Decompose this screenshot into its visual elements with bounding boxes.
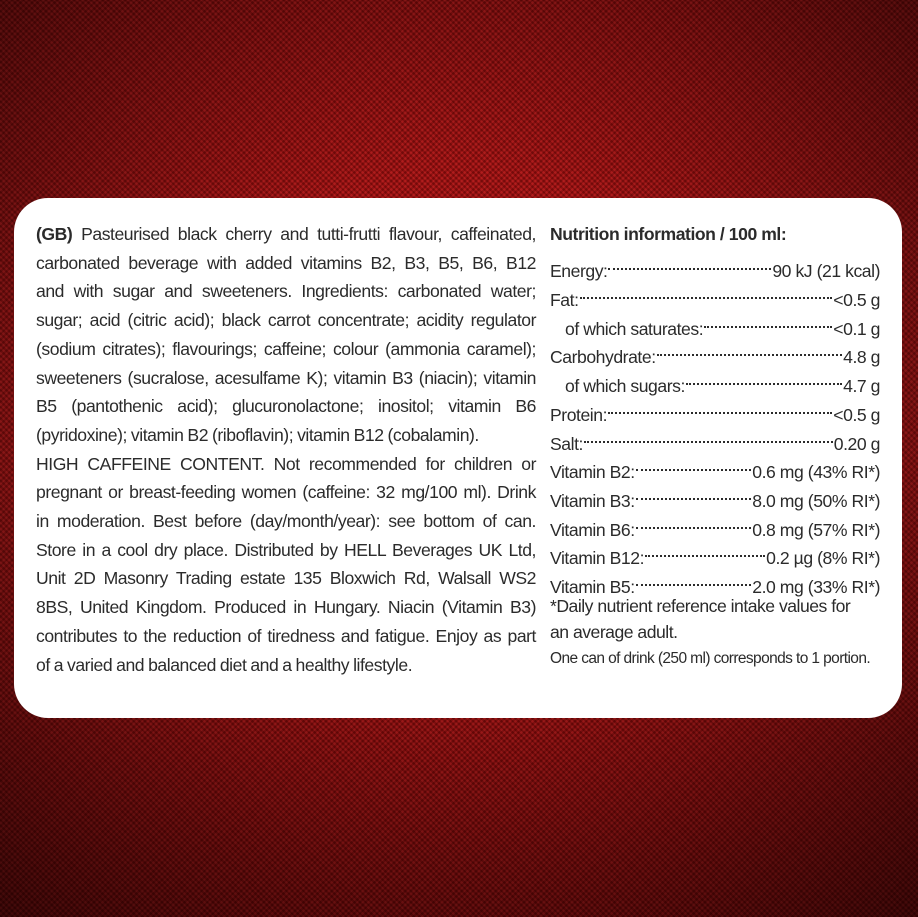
nutrition-row-vitamin-b2 <box>550 450 880 483</box>
nutrition-value: 0.20 g <box>833 433 880 454</box>
footnote-line: an average adult. <box>550 621 678 642</box>
ingredients-line-text: Pasteurised black cherry and tutti-frutti flavour, caffeinated, <box>72 224 536 244</box>
ingredients-line: pregnant or breast-feeding women (caffeine: 32 mg/100 ml). Drink <box>36 482 536 503</box>
dot-leader <box>608 249 771 278</box>
nutrition-value: 8.0 mg (50% RI*) <box>752 490 880 511</box>
ingredients-line: carbonated beverage with added vitamins B2, B3, B5, B6, B12 <box>36 252 536 273</box>
nutrition-label: of which sugars: <box>565 376 685 397</box>
nutrition-value: 0.6 mg (43% RI*) <box>752 462 880 483</box>
nutrition-label: Vitamin B3: <box>550 490 635 511</box>
nutrition-row-energy <box>550 249 880 282</box>
footnote-line: *Daily nutrient reference intake values for <box>550 595 851 616</box>
nutrition-label: Vitamin B6: <box>550 519 635 540</box>
ingredients-line: Store in a cool dry place. Distributed by HELL Beverages UK Ltd, <box>36 539 536 560</box>
nutrition-value: 90 kJ (21 kcal) <box>772 261 880 282</box>
ingredients-line: HIGH CAFFEINE CONTENT. Not recommended for children or <box>36 453 536 474</box>
dot-leader <box>580 277 833 306</box>
dot-leader <box>636 564 752 593</box>
nutrition-value: 4.8 g <box>843 347 880 368</box>
ingredients-line: (pyridoxine); vitamin B2 (riboflavin); vitamin B12 (cobalamin). <box>36 424 479 445</box>
nutrition-label: of which saturates: <box>565 318 704 339</box>
nutrition-value: <0.5 g <box>833 404 880 425</box>
ingredients-line: contributes to the reduction of tiredness and fatigue. Enjoy as part <box>36 625 536 646</box>
nutrition-label: Vitamin B5: <box>550 576 635 597</box>
country-code: (GB) <box>36 224 73 244</box>
dot-leader <box>608 392 832 421</box>
nutrition-row-salt <box>550 421 880 454</box>
nutrition-value: <0.1 g <box>833 318 880 339</box>
ingredients-line: sweeteners (sucralose, acesulfame K); vitamin B3 (niacin); vitamin <box>36 367 536 388</box>
nutrition-row-fat <box>550 277 880 311</box>
nutrition-value: 2.0 mg (33% RI*) <box>752 576 880 597</box>
nutrition-value: 0.2 µg (8% RI*) <box>766 548 880 569</box>
dot-leader <box>657 335 842 364</box>
nutrition-label: Protein: <box>550 404 608 425</box>
nutrition-value: 0.8 mg (57% RI*) <box>752 519 880 540</box>
ingredients-line: 8BS, United Kingdom. Produced in Hungary. Niacin (Vitamin B3) <box>36 597 536 618</box>
dot-leader <box>704 306 832 335</box>
nutrition-title: Nutrition information / 100 ml: <box>550 224 787 244</box>
ingredients-line: (sodium citrates); flavourings; caffeine; colour (ammonia caramel); <box>36 338 536 359</box>
nutrition-label: Vitamin B12: <box>550 548 645 569</box>
ingredients-line: in moderation. Best before (day/month/year): see bottom of can. <box>36 511 536 532</box>
nutrition-label: Energy: <box>550 261 608 282</box>
portion-note: One can of drink (250 ml) corresponds to 1 portion. <box>550 649 871 667</box>
nutrition-label: Carbohydrate: <box>550 347 656 368</box>
nutrition-label: Fat: <box>550 290 579 311</box>
ingredients-line: Unit 2D Masonry Trading estate 135 Bloxwich Rd, Walsall WS2 <box>36 568 536 589</box>
dot-leader <box>636 507 752 536</box>
nutrition-label: Salt: <box>550 433 583 454</box>
dot-leader <box>636 450 752 479</box>
nutrition-value: <0.5 g <box>833 290 880 311</box>
dot-leader <box>636 478 752 507</box>
dot-leader <box>645 536 765 565</box>
ingredients-text <box>36 220 536 679</box>
nutrition-value: 4.7 g <box>843 376 880 397</box>
ingredients-line: B5 (pantothenic acid); glucuronolactone; inositol; vitamin B6 <box>36 396 536 417</box>
label-panel <box>14 198 902 718</box>
ingredients-line: sugar; acid (citric acid); black carrot concentrate; acidity regulator <box>36 310 536 331</box>
ingredients-line: of a varied and balanced diet and a healthy lifestyle. <box>36 654 413 675</box>
nutrition-table <box>550 220 880 673</box>
dot-leader <box>584 421 833 450</box>
ingredients-line <box>36 220 536 249</box>
dot-leader <box>686 363 842 392</box>
nutrition-label: Vitamin B2: <box>550 462 635 483</box>
nutrition-row-saturates <box>550 306 880 339</box>
ingredients-line: and with sugar and sweeteners. Ingredients: carbonated water; <box>36 281 536 302</box>
